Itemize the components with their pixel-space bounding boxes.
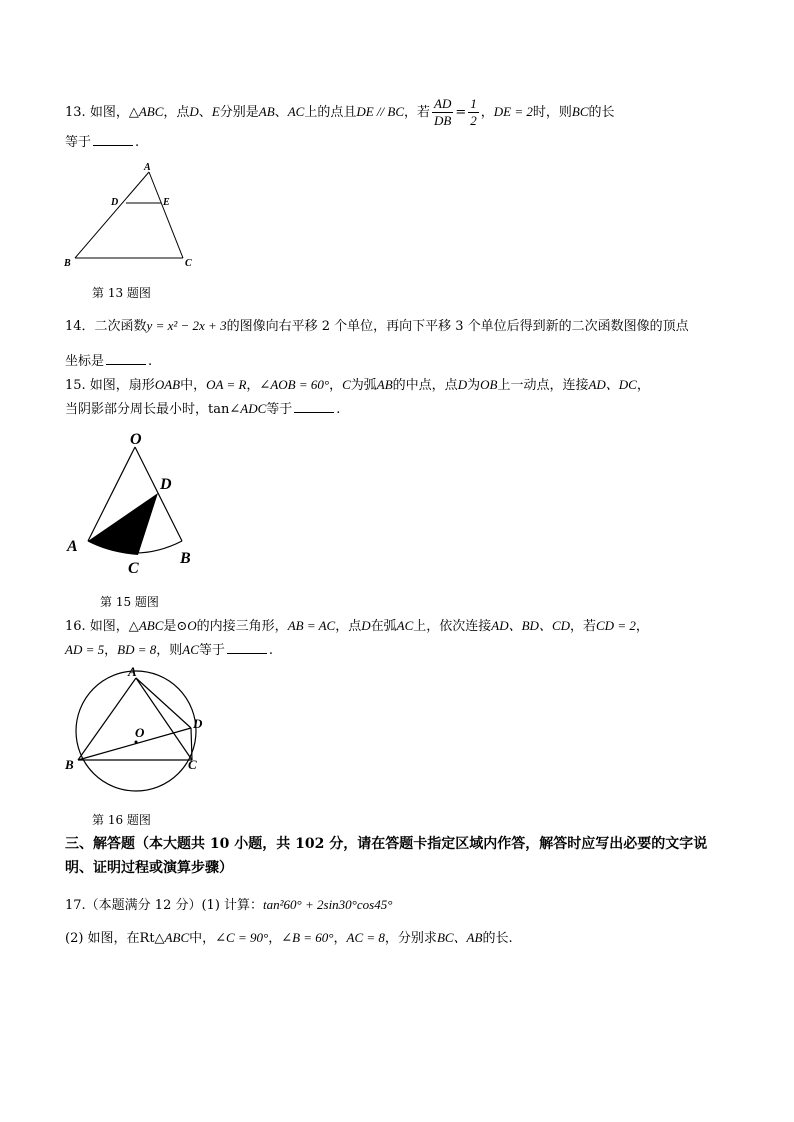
label-d: D	[160, 476, 172, 493]
q17-line-2: (2) 如图，在Rt△ABC中，∠C = 90°，∠B = 60°，AC = 8，分别求BC、AB的长.	[65, 930, 513, 946]
q15-figure	[60, 425, 220, 575]
q16-figure	[60, 660, 220, 790]
label-a: A	[128, 664, 137, 679]
label-o: O	[135, 725, 145, 740]
q14-line-1: 14．二次函数y = x² − 2x + 3的图像向右平移 2 个单位，再向下平移 3 个单位后得到新的二次函数图像的顶点	[65, 318, 689, 334]
edge-ab	[78, 678, 136, 760]
label-a: A	[144, 162, 151, 173]
q14-line-2: 坐标是 .	[65, 354, 153, 369]
label-c: C	[188, 757, 197, 772]
label-c: C	[128, 560, 139, 577]
answer-blank	[227, 641, 267, 654]
q13-caption: 第 13 题图	[92, 286, 151, 300]
q16-line-1: 16. 如图，△ABC是⊙O的内接三角形，AB = AC，点D在弧AC上，依次连接AD、BD、CD，若CD = 2，	[65, 618, 649, 634]
q13-line-2: 等于 .	[65, 135, 140, 150]
edge-ad	[136, 678, 191, 728]
label-o: O	[130, 431, 142, 448]
q13-line-1: 13. 如图，△ABC，点D、E分别是AB、AC上的点且DE // BC，若 $\frac{AD}{DB}$ = $\frac{1}{2}$ ，DE = 2时，则BC的长	[65, 96, 615, 128]
q13-number: 13.	[65, 105, 86, 120]
q17-line-1: 17.（本题满分 12 分）(1) 计算：tan²60° + 2sin30°cos45°	[65, 897, 393, 913]
label-b: B	[64, 258, 71, 269]
fraction-one-half: $\frac{1}{2}$	[470, 96, 477, 128]
q16-caption: 第 16 题图	[92, 813, 151, 827]
q16-line-2: AD = 5，BD = 8，则AC等于 .	[65, 642, 274, 658]
answer-blank	[106, 352, 146, 365]
label-a: A	[67, 538, 78, 555]
fraction-ad-db: $\frac{AD}{DB}$	[434, 96, 452, 128]
edge-ac	[149, 172, 183, 258]
label-c: C	[185, 258, 192, 269]
label-b: B	[65, 757, 74, 772]
label-e: E	[163, 197, 170, 208]
label-b: B	[180, 550, 191, 567]
label-d: D	[193, 716, 203, 731]
q15-line-1: 15. 如图，扇形OAB中，OA = R，∠AOB = 60°，C为弧AB的中点，点D为OB上一动点，连接AD、DC，	[65, 377, 650, 393]
edge-ac	[136, 678, 192, 760]
center-point	[135, 741, 138, 744]
q15-caption: 第 15 题图	[100, 595, 159, 609]
answer-blank	[93, 133, 133, 146]
q14-formula: y = x² − 2x + 3	[146, 318, 227, 333]
q15-line-2: 当阴影部分周长最小时，tan∠ADC等于 .	[65, 401, 341, 417]
label-d: D	[111, 197, 119, 208]
answer-blank	[294, 400, 334, 413]
q13-figure	[60, 160, 210, 270]
shaded-region	[88, 493, 158, 555]
q17-expression: tan²60° + 2sin30°cos45°	[263, 897, 393, 912]
edge-ab	[75, 172, 149, 258]
section-three-heading: 三、解答题（本大题共 10 小题，共 102 分，请在答题卡指定区域内作答，解答时应写出必要的文字说明、证明过程或演算步骤）	[65, 836, 708, 876]
